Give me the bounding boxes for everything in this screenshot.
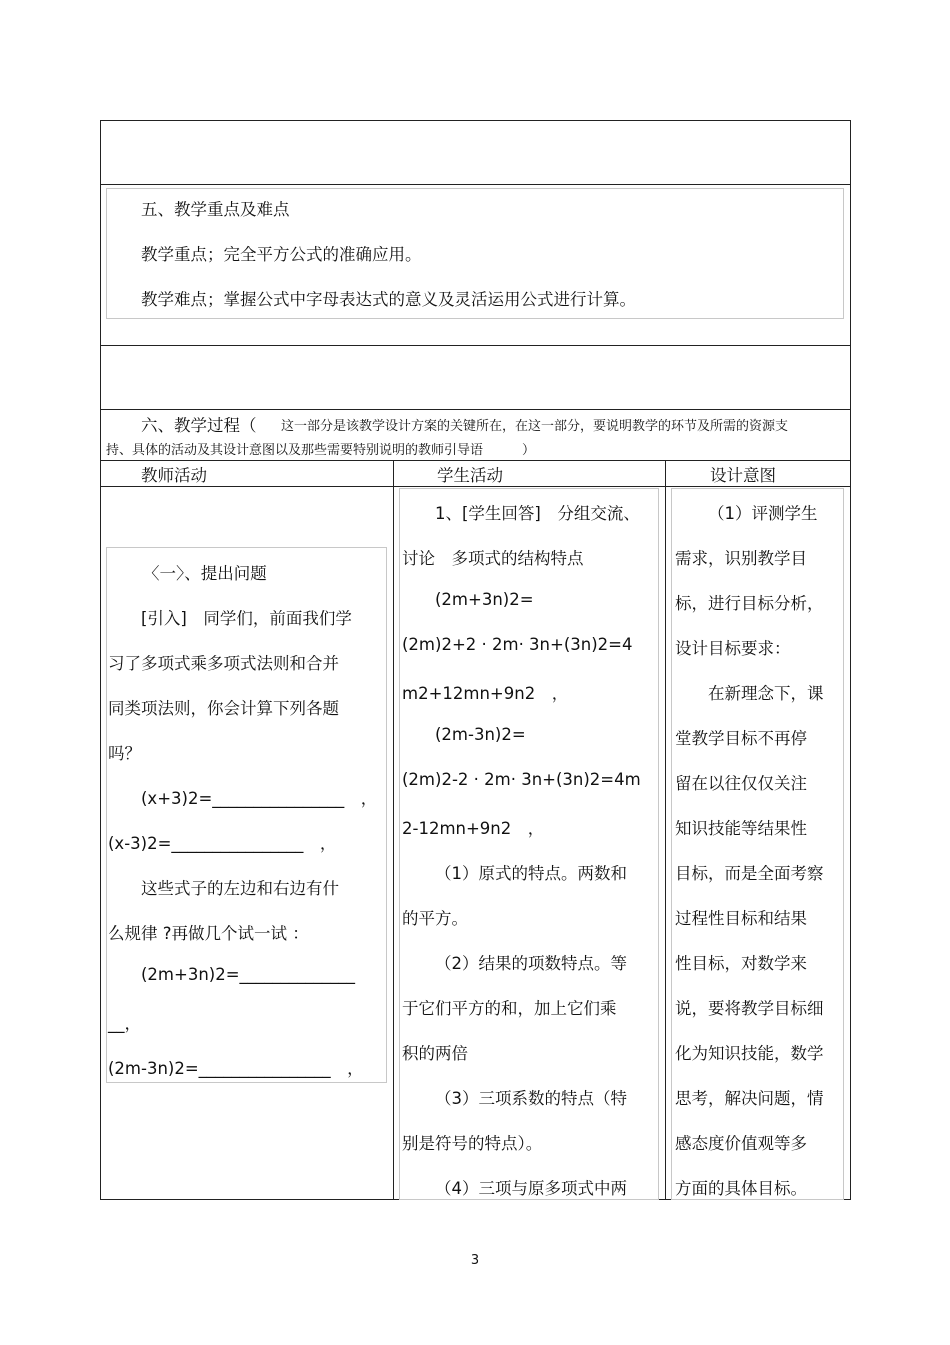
student-line: 2-12mn+9n2 ， — [402, 819, 545, 838]
student-line: （4）三项与原多项式中两 — [435, 1179, 627, 1198]
section-6-note-line2: 持、具体的活动及其设计意图以及那些需要特别说明的教师引导语 — [106, 443, 484, 458]
design-line: 堂教学目标不再停 — [675, 729, 807, 748]
student-line: 于它们平方的和，加上它们乘 — [402, 999, 617, 1018]
student-line: (2m+3n)2= — [435, 590, 534, 609]
design-line: 标，进行目标分析， — [675, 594, 824, 613]
header-teacher-activity: 教师活动 — [141, 466, 207, 485]
teacher-line: [引入] 同学们，前面我们学 — [141, 609, 352, 628]
design-line: 说，要将教学目标细 — [675, 999, 824, 1018]
body-divider-1 — [393, 486, 394, 1200]
design-line: 目标，而是全面考察 — [675, 864, 824, 883]
design-line: 感态度价值观等多 — [675, 1134, 807, 1153]
header-divider-1 — [393, 460, 394, 487]
key-point-text: 教学重点；完全平方公式的准确应用。 — [141, 245, 422, 264]
student-line: 的平方。 — [402, 909, 468, 928]
section-6-title: 六、教学过程（ — [141, 416, 257, 435]
student-line: 别是符号的特点）。 — [402, 1134, 543, 1153]
teacher-line: 吗？ — [108, 744, 141, 763]
teacher-line: (x+3)2=________________ ， — [141, 789, 378, 808]
student-line: (2m-3n)2= — [435, 725, 526, 744]
student-line: 积的两倍 — [402, 1044, 468, 1063]
design-line: 过程性目标和结果 — [675, 909, 807, 928]
design-line: 化为知识技能，数学 — [675, 1044, 824, 1063]
page-number: 3 — [470, 1253, 480, 1268]
header-student-activity: 学生活动 — [437, 466, 503, 485]
student-line: m2+12mn+9n2 ， — [402, 684, 569, 703]
design-line: 思考，解决问题，情 — [675, 1089, 824, 1108]
teacher-line: (2m+3n)2=______________ — [141, 965, 356, 984]
section-6-note-close: ） — [522, 443, 536, 458]
teacher-line: (2m-3n)2=________________ ， — [108, 1059, 364, 1078]
teacher-line: 么规律 ?再做几个试一试 ： — [108, 924, 309, 943]
design-line: 方面的具体目标。 — [675, 1179, 807, 1198]
student-line: （3）三项系数的特点（特 — [435, 1089, 627, 1108]
design-line: （1）评测学生 — [708, 504, 818, 523]
difficulty-text: 教学难点；掌握公式中字母表达式的意义及灵活运用公式进行计算。 — [141, 290, 636, 309]
teacher-line: __， — [108, 1014, 141, 1033]
header-design-intent: 设计意图 — [710, 466, 776, 485]
section-5-title: 五、教学重点及难点 — [141, 200, 290, 219]
teacher-line: 习了多项式乘多项式法则和合并 — [108, 654, 339, 673]
design-line: 性目标，对数学来 — [675, 954, 807, 973]
header-divider-2 — [665, 460, 666, 487]
empty-row-top — [100, 120, 851, 185]
empty-row-middle — [100, 345, 851, 410]
section-6-note-line1: 这一部分是该教学设计方案的关键所在，在这一部分，要说明教学的环节及所需的资源支 — [281, 419, 789, 434]
student-line: （1）原式的特点。两数和 — [435, 864, 627, 883]
design-line: 知识技能等结果性 — [675, 819, 807, 838]
student-line: 讨论 多项式的结构特点 — [402, 549, 584, 568]
design-line: 留在以往仅仅关注 — [675, 774, 807, 793]
student-line: （2）结果的项数特点。等 — [435, 954, 627, 973]
teacher-line: 同类项法则，你会计算下列各题 — [108, 699, 339, 718]
student-line: (2m)2+2 · 2m· 3n+(3n)2=4 — [402, 635, 633, 654]
design-line: 设计目标要求： — [675, 639, 791, 658]
teacher-line: (x-3)2=________________ ， — [108, 834, 337, 853]
student-line: 1、[学生回答] 分组交流、 — [435, 504, 640, 523]
student-line: (2m)2-2 · 2m· 3n+(3n)2=4m — [402, 770, 641, 789]
design-line: 需求，识别教学目 — [675, 549, 807, 568]
teacher-line: 这些式子的左边和右边有什 — [141, 879, 339, 898]
design-line: 在新理念下，课 — [708, 684, 824, 703]
body-divider-2 — [665, 486, 666, 1200]
teacher-line: 〈一〉、提出问题 — [143, 564, 267, 583]
